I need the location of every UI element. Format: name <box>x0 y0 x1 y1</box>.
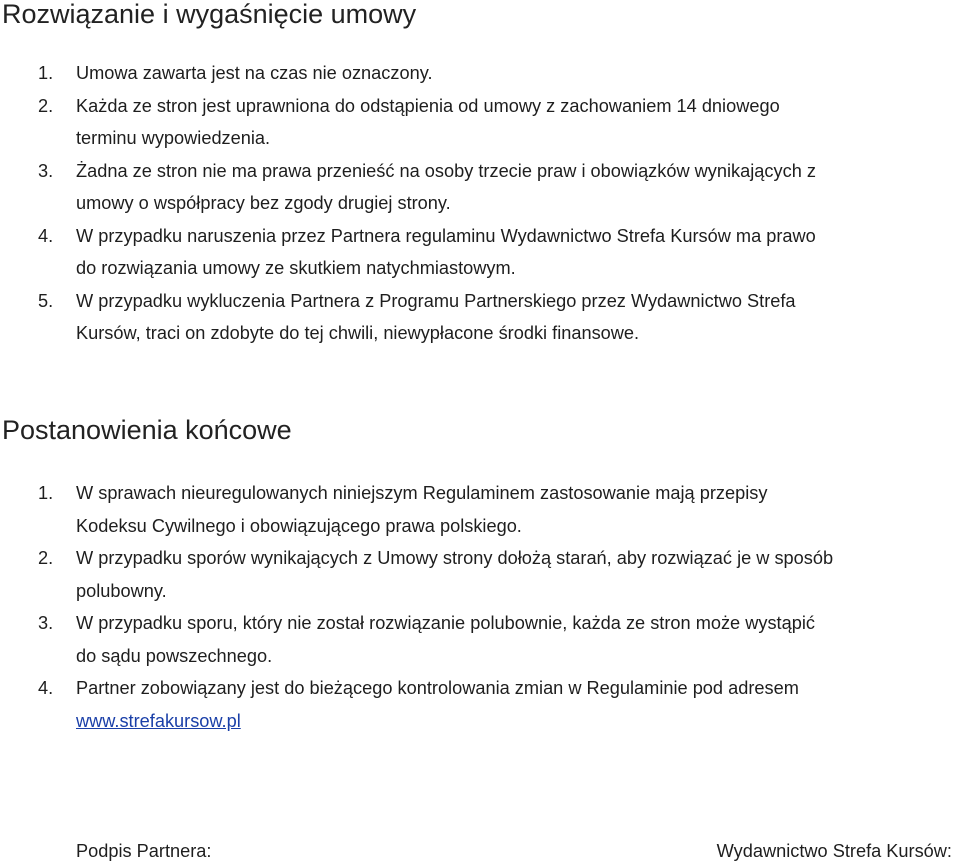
list-item-line: W sprawach nieuregulowanych niniejszym Regulaminem zastosowanie mają przepisy <box>76 483 768 503</box>
section-title-final-provisions: Postanowienia końcowe <box>2 415 292 445</box>
partner-signature-label: Podpis Partnera: <box>76 841 212 861</box>
list-item <box>0 542 960 607</box>
list-item-line: polubowny. <box>76 580 167 601</box>
list-item-line: Żadna ze stron nie ma prawa przenieść na osoby trzecie praw i obowiązków wynikających z <box>76 160 816 181</box>
final-provisions-list <box>0 477 960 737</box>
list-item-number: 1. <box>38 63 54 83</box>
list-item-line: W przypadku sporów wynikających z Umowy strony dołożą starań, aby rozwiązać je w sposób <box>76 548 834 568</box>
list-item <box>0 285 960 350</box>
list-item <box>0 607 960 672</box>
list-item <box>0 57 960 90</box>
list-item-number: 3. <box>38 613 54 633</box>
list-item-line: Kodeksu Cywilnego i obowiązującego prawa polskiego. <box>76 515 522 536</box>
list-item-line: Każda ze stron jest uprawniona do odstąpienia od umowy z zachowaniem 14 dniowego <box>76 95 780 116</box>
publisher-signature-label: Wydawnictwo Strefa Kursów: <box>716 841 952 861</box>
termination-clauses-list <box>0 57 960 350</box>
list-item-line: W przypadku naruszenia przez Partnera regulaminu Wydawnictwo Strefa Kursów ma prawo <box>76 225 816 246</box>
list-item-line: do rozwiązania umowy ze skutkiem natychmiastowym. <box>76 258 516 278</box>
section-title-termination: Rozwiązanie i wygaśnięcie umowy <box>2 0 417 29</box>
list-item <box>0 90 960 155</box>
list-item-number: 1. <box>38 483 54 503</box>
list-item-number: 4. <box>38 678 54 698</box>
list-item-line: umowy o współpracy bez zgody drugiej strony. <box>76 193 451 213</box>
list-item-line: W przypadku sporu, który nie został rozwiązanie polubownie, każda ze stron może wystąpić <box>76 613 815 633</box>
list-item <box>0 155 960 220</box>
list-item-line: W przypadku wykluczenia Partnera z Programu Partnerskiego przez Wydawnictwo Strefa <box>76 290 796 311</box>
list-item-line: Umowa zawarta jest na czas nie oznaczony. <box>76 63 433 83</box>
list-item <box>0 477 960 542</box>
list-item-number: 5. <box>38 290 54 311</box>
list-item-line: Kursów, traci on zdobyte do tej chwili, niewypłacone środki finansowe. <box>76 323 640 343</box>
list-item-number: 4. <box>38 225 54 246</box>
list-item <box>0 220 960 285</box>
list-item-number: 3. <box>38 160 54 181</box>
regulations-link[interactable]: www.strefakursow.pl <box>76 710 241 731</box>
list-item-number: 2. <box>38 548 54 568</box>
list-item-number: 2. <box>38 95 54 116</box>
list-item-line <box>76 705 960 738</box>
list-item-line: terminu wypowiedzenia. <box>76 128 271 148</box>
list-item-line: do sądu powszechnego. <box>76 645 273 666</box>
list-item <box>0 672 960 737</box>
list-item-line: Partner zobowiązany jest do bieżącego kontrolowania zmian w Regulaminie pod adresem <box>76 678 799 698</box>
